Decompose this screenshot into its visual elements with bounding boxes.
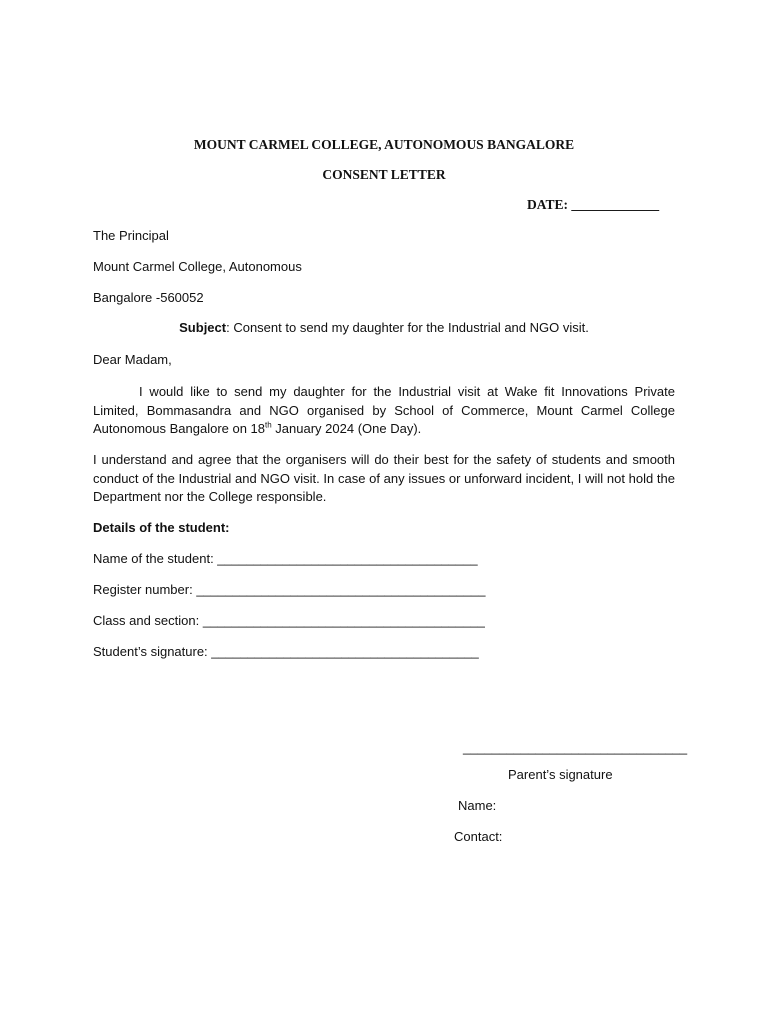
college-heading: MOUNT CARMEL COLLEGE, AUTONOMOUS BANGALORE: [193, 137, 575, 152]
para1-date: January 2024 (One Day).: [271, 421, 422, 436]
student-name-field[interactable]: Name of the student: ____________________________________: [93, 551, 478, 566]
subject-text: : Consent to send my daughter for the Industrial and NGO visit.: [226, 320, 589, 335]
address-line-city: Bangalore -560052: [93, 290, 204, 305]
register-number-field[interactable]: Register number: ________________________________________: [93, 582, 486, 597]
class-section-field[interactable]: Class and section: _______________________________________: [93, 613, 485, 628]
salutation: Dear Madam,: [93, 352, 172, 367]
date-blank: _____________: [571, 197, 660, 212]
parent-contact-label: Contact:: [454, 829, 503, 844]
ordinal-suffix: th: [265, 420, 272, 430]
address-line-recipient: The Principal: [93, 228, 169, 243]
student-signature-field[interactable]: Student’s signature: _____________________________________: [93, 644, 479, 659]
subject-label: Subject: [179, 320, 227, 335]
date-label: DATE:: [527, 197, 569, 212]
date-field: [527, 197, 659, 213]
parent-name-label: Name:: [458, 798, 497, 813]
parent-signature-label: Parent’s signature: [508, 767, 613, 782]
address-line-college: Mount Carmel College, Autonomous: [93, 259, 302, 274]
student-details-heading: Details of the student:: [93, 520, 230, 535]
body-paragraph-1: [93, 383, 675, 439]
body-paragraph-2: I understand and agree that the organisers will do their best for the safety of students and smooth conduct of the Industrial and NGO visit. In case of any issues or unforward incident, I will not hold the Department nor the College responsible.: [93, 452, 675, 504]
document-title: CONSENT LETTER: [322, 167, 446, 182]
parent-signature-line[interactable]: _______________________________: [463, 740, 688, 755]
subject-line: [0, 320, 768, 335]
para1-text: I would like to send my daughter for the Industrial visit at Wake fit Innovations Private Limited, Bommasandra and NGO organised by School of Commerce, Mount Carmel College Autonomous Bangalore on 18: [93, 384, 675, 436]
